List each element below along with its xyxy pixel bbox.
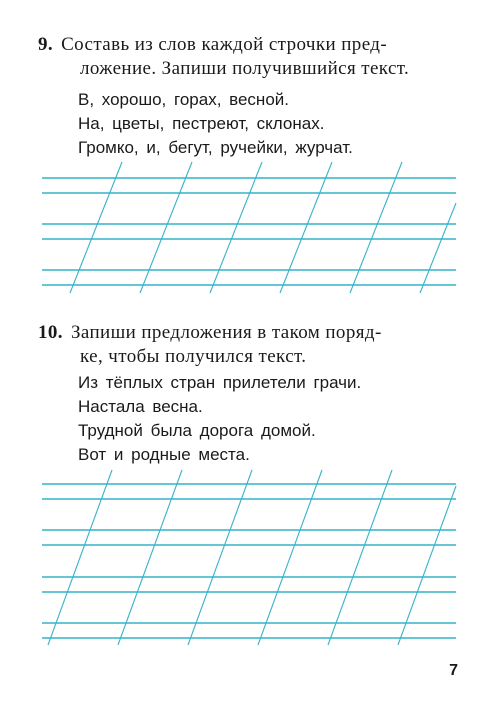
slant-line (420, 203, 456, 293)
task-10-instruction (38, 321, 458, 369)
task-10-slant-lines (48, 470, 456, 645)
task-10-instruction-line-2: ке, чтобы получился текст. (80, 346, 307, 367)
slant-line (210, 162, 262, 293)
task-10-sentence-list (78, 371, 361, 467)
task-9-sentence-1: В, хорошо, горах, весной. (78, 90, 289, 109)
task-9-instruction-line-1: Составь из слов каждой строчки пред- (61, 34, 388, 55)
slant-line (328, 470, 392, 645)
slant-line (350, 162, 402, 293)
task-10-sentence-1: Из тёплых стран прилетели грачи. (78, 373, 362, 392)
slant-line (140, 162, 192, 293)
page-number: 7 (449, 662, 458, 679)
slant-line (118, 470, 182, 645)
task-10-number: 10. (38, 322, 63, 343)
task-9-sentence-3: Громко, и, бегут, ручейки, журчат. (78, 138, 353, 157)
task-10-instruction-line-1: Запиши предложения в таком поряд- (70, 322, 382, 343)
slant-line (258, 470, 322, 645)
task-10-ruling (42, 484, 456, 638)
task-10-sentence-2: Настала весна. (78, 397, 203, 416)
slant-line (398, 486, 456, 645)
task-9-slant-lines (70, 162, 456, 293)
slant-line (48, 470, 112, 645)
task-9-sentence-2: На, цветы, пестреют, склонах. (78, 114, 325, 133)
slant-line (188, 470, 252, 645)
slant-line (70, 162, 122, 293)
task-10-sentence-3: Трудной была дорога домой. (78, 421, 316, 440)
task-9-number: 9. (38, 34, 54, 55)
task-10-sentence-4: Вот и родные места. (78, 445, 250, 464)
slant-line (280, 162, 332, 293)
task-9-instruction-line-2: ложение. Запиши получившийся текст. (80, 58, 410, 79)
